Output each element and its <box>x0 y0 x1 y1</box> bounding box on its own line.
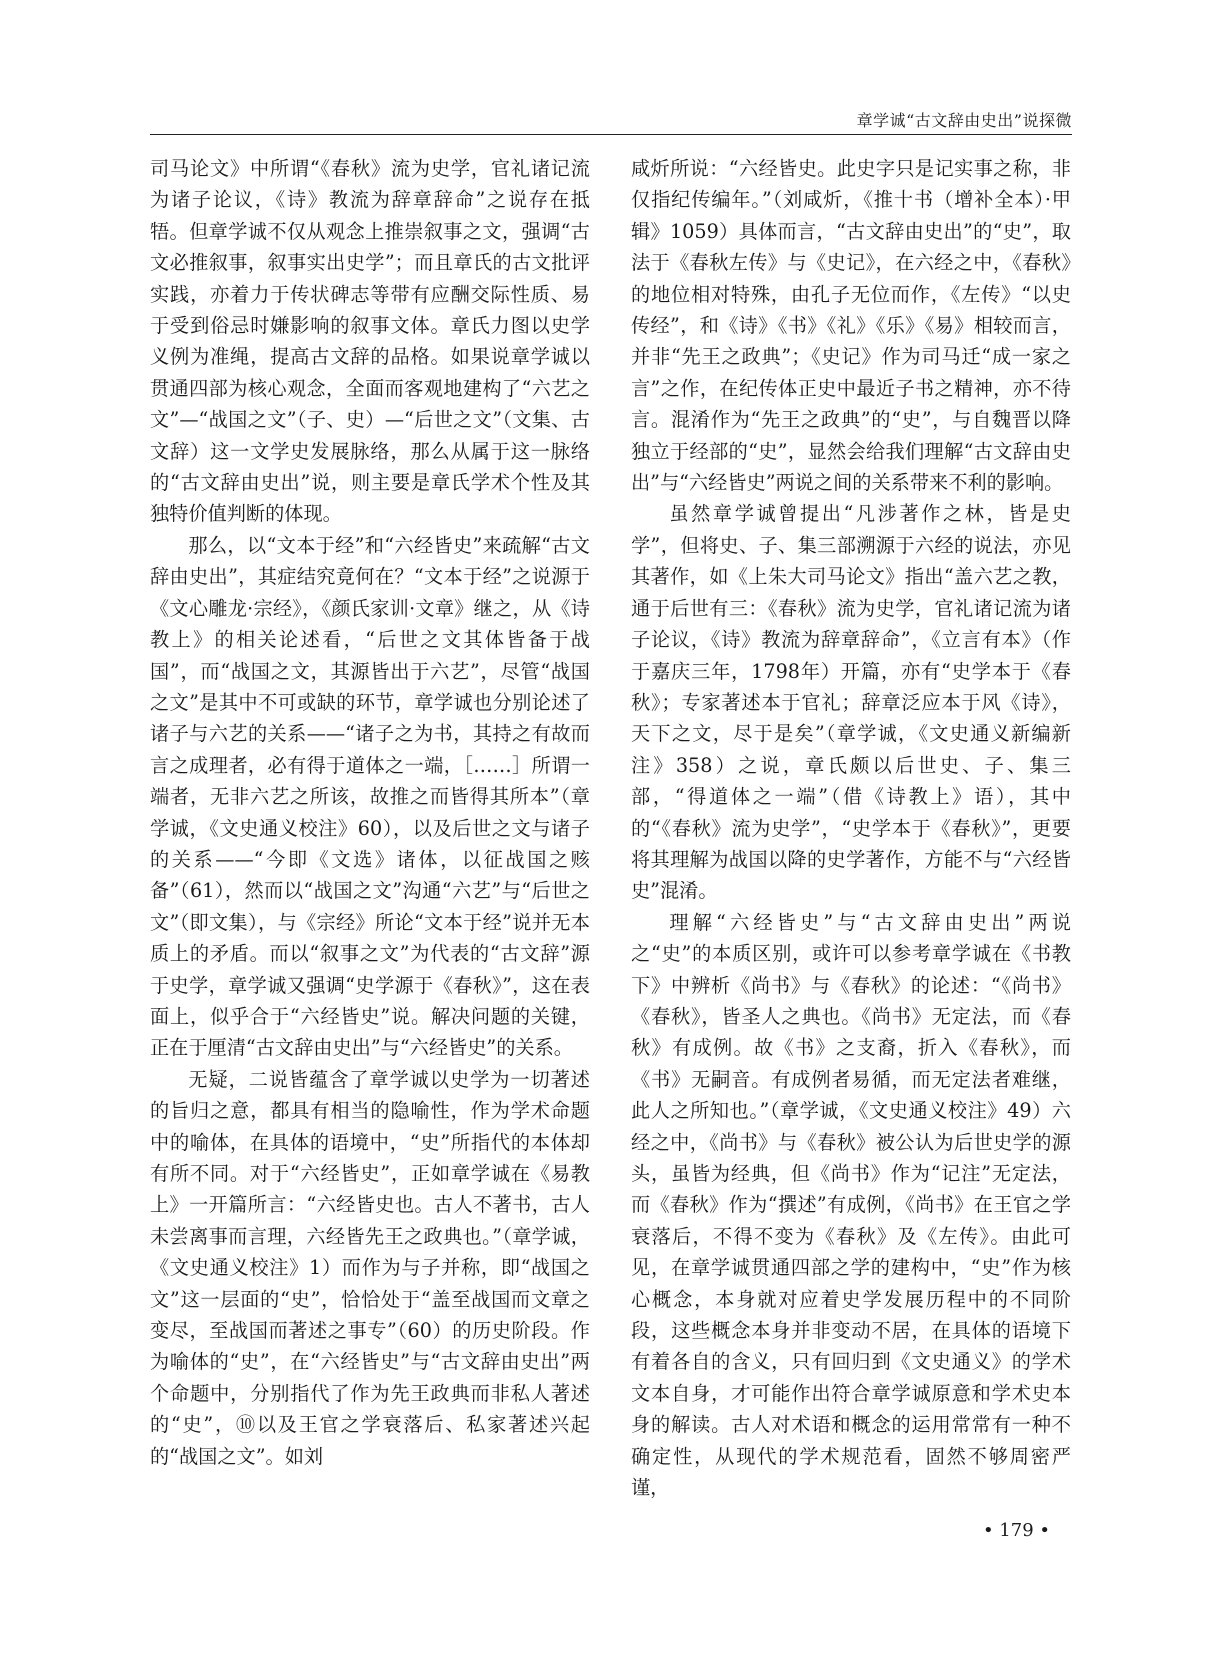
left-column <box>150 153 590 1472</box>
paragraph: 咸炘所说：“六经皆史。此史字只是记实事之称，非仅指纪传编年。”（刘咸炘，《推十书（增补全本）·甲辑》1059）具体而言，“古文辞由史出”的“史”，取法于《春秋左传》与《史记》，在六经之中，《春秋》的地位相对特殊，由孔子无位而作，《左传》“以史传经”，和《诗》《书》《礼》《乐》《易》相较而言，并非“先王之政典”；《史记》作为司马迁“成一家之言”之作，在纪传体正史中最近子书之精神，亦不待言。混淆作为“先王之政典”的“史”，与自魏晋以降独立于经部的“史”，显然会给我们理解“古文辞由史出”与“六经皆史”两说之间的关系带来不利的影响。 <box>631 157 1071 495</box>
page-number: • 179 • <box>982 1520 1050 1541</box>
running-header <box>150 100 1072 135</box>
paragraph: 司马论文》中所谓“《春秋》流为史学，官礼诸记流为诸子论议，《诗》教流为辞章辞命”之说存在抵牾。但章学诚不仅从观念上推崇叙事之文，强调“古文必推叙事，叙事实出史学”；而且章氏的古文批评实践，亦着力于传状碑志等带有应酬交际性质、易于受到俗忌时嫌影响的叙事文体。章氏力图以史学义例为准绳，提高古文辞的品格。如果说章学诚以贯通四部为核心观念，全面而客观地建构了“六艺之文”—“战国之文”（子、史）—“后世之文”（文集、古文辞）这一文学史发展脉络，那么从属于这一脉络的“古文辞由史出”说，则主要是章氏学术个性及其独特价值判断的体现。 <box>150 157 590 526</box>
paragraph: 理解“六经皆史”与“古文辞由史出”两说之“史”的本质区别，或许可以参考章学诚在《书教下》中辨析《尚书》与《春秋》的论述：“《尚书》《春秋》，皆圣人之典也。《尚书》无定法，而《春秋》有成例。故《书》之支裔，折入《春秋》，而《书》无嗣音。有成例者易循，而无定法者难继，此人之所知也。”（章学诚，《文史通义校注》49）六经之中，《尚书》与《春秋》被公认为后世史学的源头，虽皆为经典，但《尚书》作为“记注”无定法，而《春秋》作为“撰述”有成例，《尚书》在王官之学衰落后，不得不变为《春秋》及《左传》。由此可见，在章学诚贯通四部之学的建构中，“史”作为核心概念，本身就对应着史学发展历程中的不同阶段，这些概念本身并非变动不居，在具体的语境下有着各自的含义，只有回归到《文史通义》的学术文本自身，才可能作出符合章学诚原意和学术史本身的解读。古人对术语和概念的运用常常有一种不确定性，从现代的学术规范看，固然不够周密严谨， <box>631 910 1071 1500</box>
paragraph: 虽然章学诚曾提出“凡涉著作之林，皆是史学”，但将史、子、集三部溯源于六经的说法，亦见其著作，如《上朱大司马论文》指出“盖六艺之教，通于后世有三：《春秋》流为史学，官礼诸记流为诸子论议，《诗》教流为辞章辞命”，《立言有本》（作于嘉庆三年，1798年）开篇，亦有“史学本于《春秋》；专家著述本于官礼；辞章泛应本于风《诗》，天下之文，尽于是矣”（章学诚，《文史通义新编新注》358）之说，章氏颇以后世史、子、集三部，“得道体之一端”（借《诗教上》语），其中的“《春秋》流为史学”，“史学本于《春秋》”，更要将其理解为战国以降的史学著作，方能不与“六经皆史”混淆。 <box>631 502 1071 903</box>
paragraph: 无疑，二说皆蕴含了章学诚以史学为一切著述的旨归之意，都具有相当的隐喻性，作为学术命题中的喻体，在具体的语境中，“史”所指代的本体却有所不同。对于“六经皆史”，正如章学诚在《易教上》一开篇所言：“六经皆史也。古人不著书，古人未尝离事而言理，六经皆先王之政典也。”（章学诚，《文史通义校注》1）而作为与子并称，即“战国之文”这一层面的“史”，恰恰处于“盖至战国而文章之变尽，至战国而著述之事专”（60）的历史阶段。作为喻体的“史”，在“六经皆史”与“古文辞由史出”两个命题中，分别指代了作为先王政典而非私人著述的“史”，⑩以及王官之学衰落后、私家著述兴起的“战国之文”。如刘 <box>150 1067 590 1468</box>
running-title: 章学诚“古文辞由史出”说探微 <box>856 111 1072 130</box>
right-column <box>631 153 1071 1503</box>
paragraph: 那么，以“文本于经”和“六经皆史”来疏解“古文辞由史出”，其症结究竟何在？“文本于经”之说源于《文心雕龙·宗经》，《颜氏家训·文章》继之，从《诗教上》的相关论述看，“后世之文其体皆备于战国”，而“战国之文，其源皆出于六艺”，尽管“战国之文”是其中不可或缺的环节，章学诚也分别论述了诸子与六艺的关系——“诸子之为书，其持之有故而言之成理者，必有得于道体之一端，［……］所谓一端者，无非六艺之所该，故推之而皆得其所本”（章学诚，《文史通义校注》60），以及后世之文与诸子的关系——“今即《文选》诸体，以征战国之赅备”（61），然而以“战国之文”沟通“六艺”与“后世之文”（即文集），与《宗经》所论“文本于经”说并无本质上的矛盾。而以“叙事之文”为代表的“古文辞”源于史学，章学诚又强调“史学源于《春秋》”，这在表面上，似乎合于“六经皆史”说。解决问题的关键，正在于厘清“古文辞由史出”与“六经皆史”的关系。 <box>150 533 590 1060</box>
